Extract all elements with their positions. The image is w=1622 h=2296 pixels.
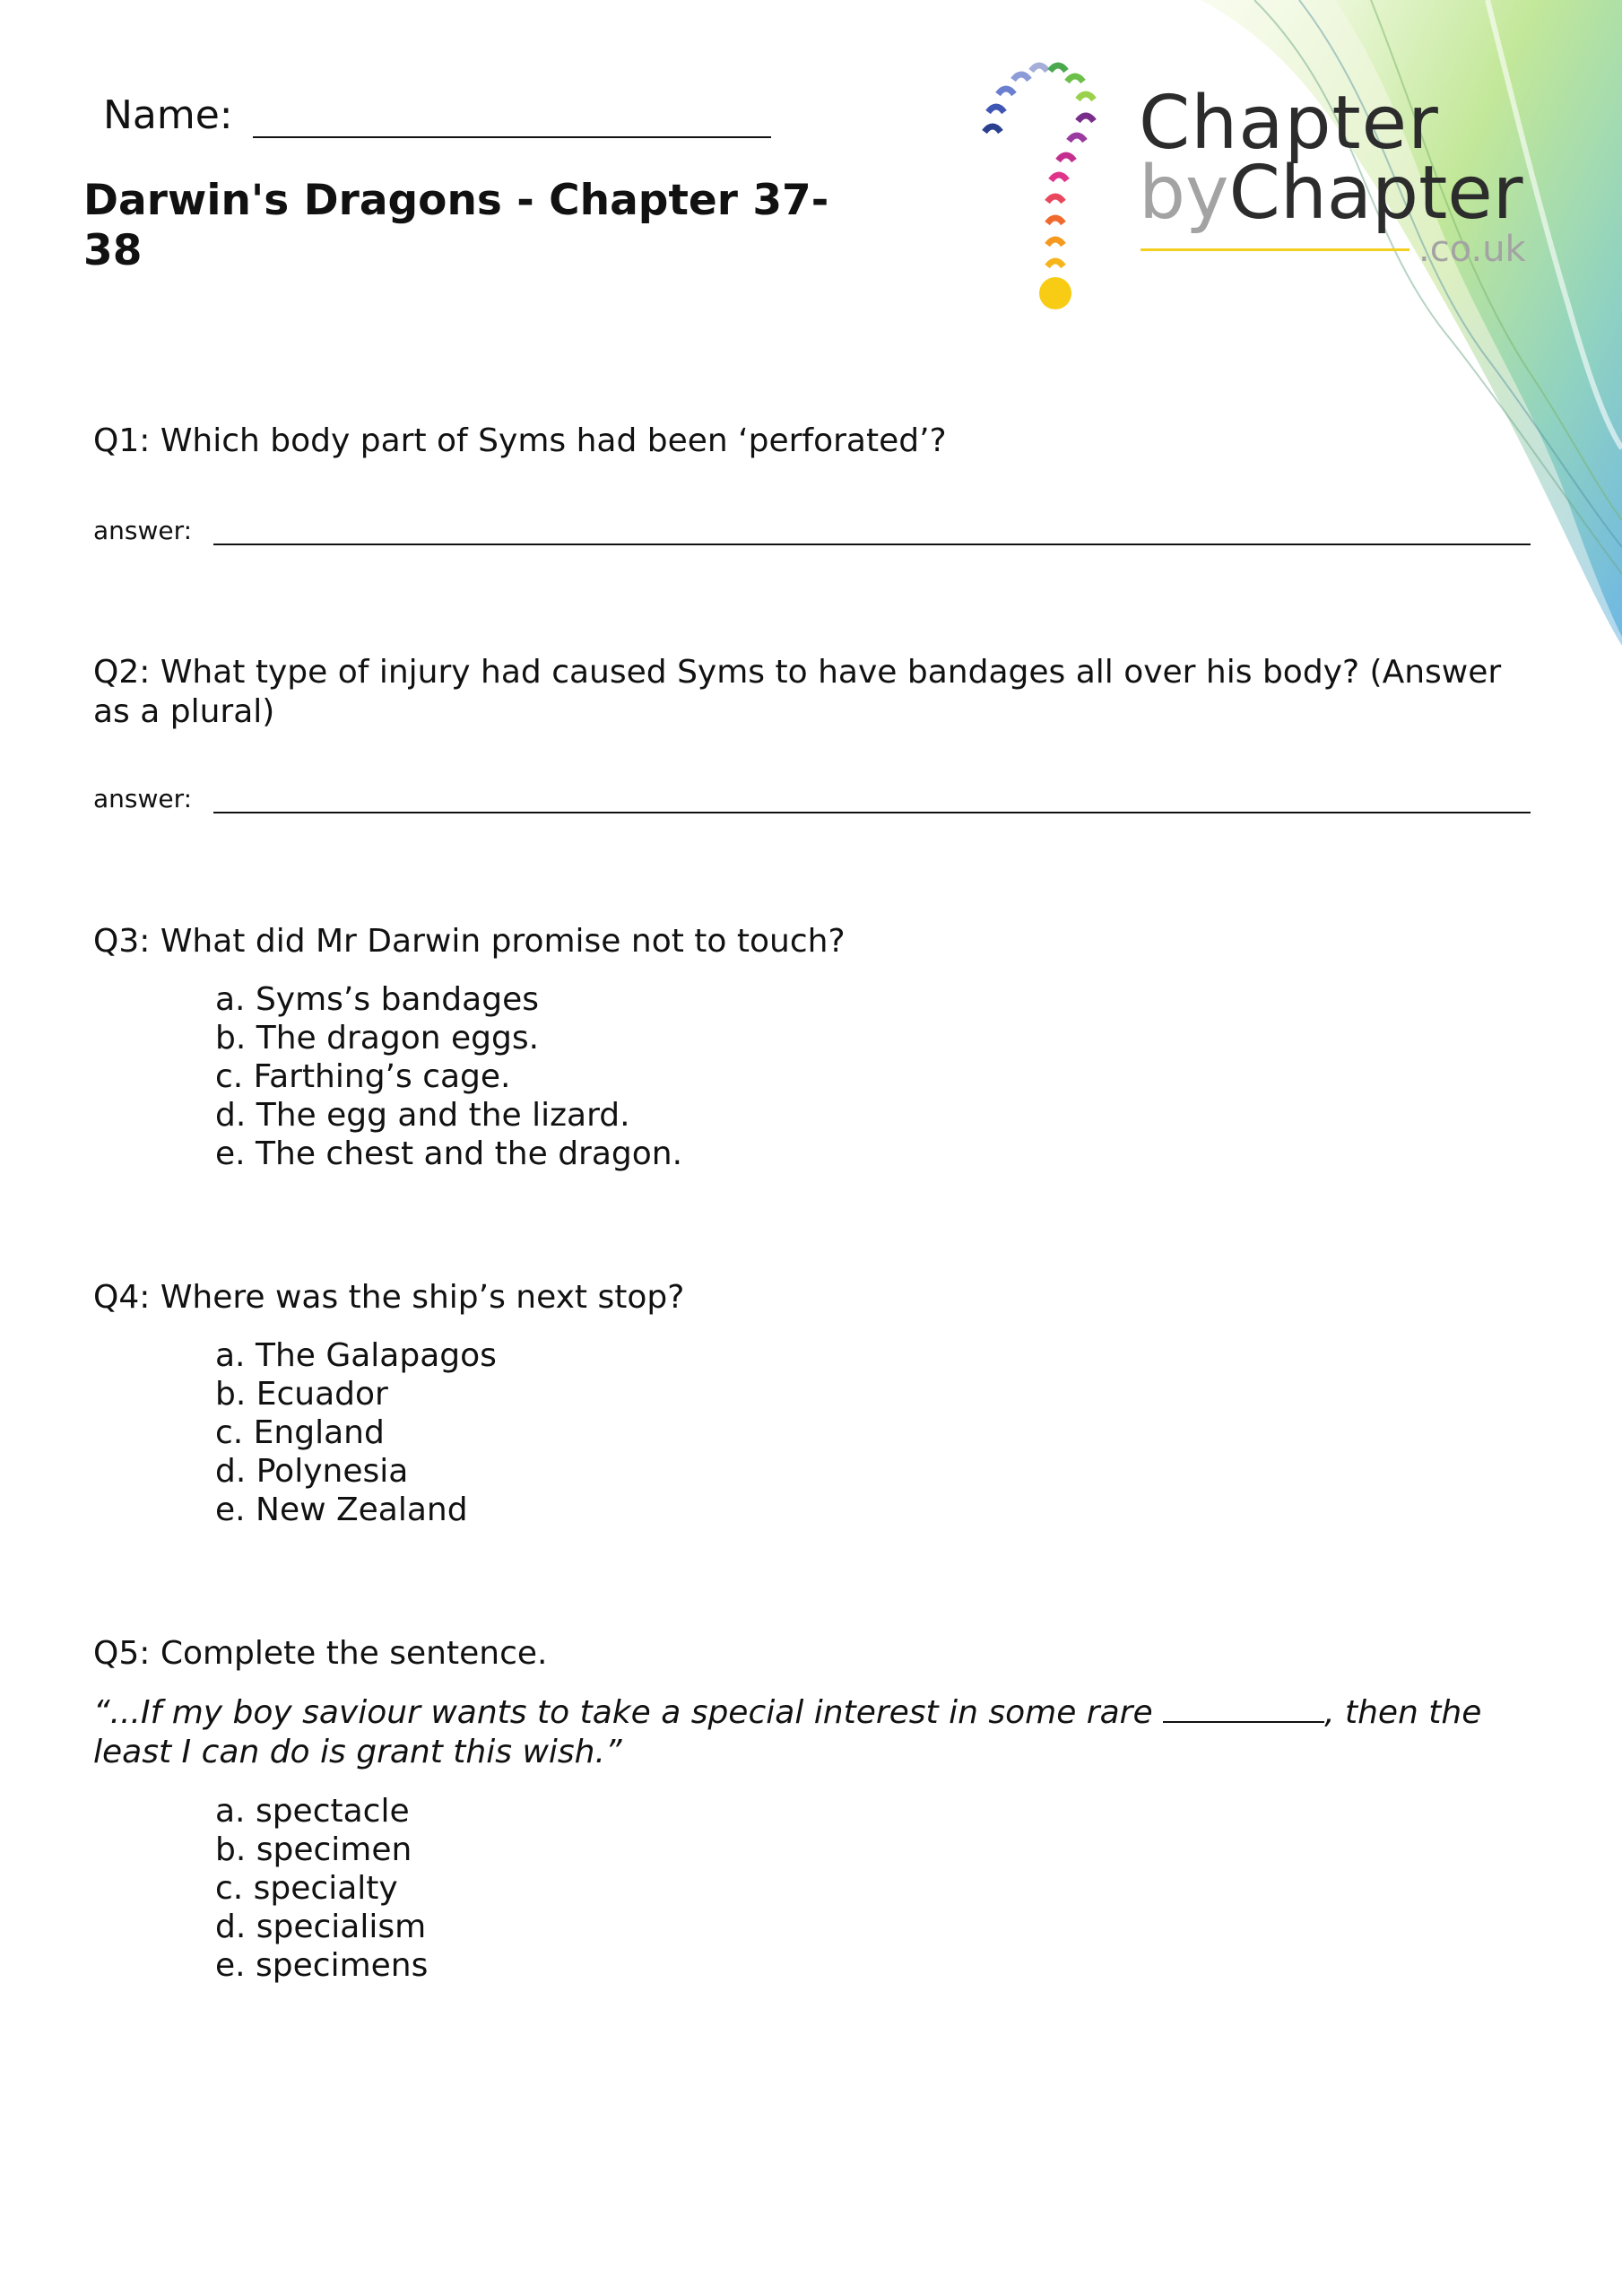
question-5: Q5: Complete the sentence. (93, 1635, 548, 1672)
option-c[interactable]: c. specialty (215, 1870, 398, 1907)
option-d[interactable]: d. Polynesia (215, 1453, 409, 1490)
option-e[interactable]: e. The chest and the dragon. (215, 1135, 683, 1172)
answer-input-2[interactable] (213, 785, 1531, 813)
name-blank-line[interactable] (253, 90, 771, 138)
book-question-mark-icon (968, 49, 1130, 318)
answer-input-1[interactable] (213, 517, 1531, 545)
answer-label: answer: (93, 516, 193, 545)
option-a[interactable]: a. Syms’s bandages (215, 981, 539, 1018)
quote-after-blank: , then the least I can do is grant this wish.” (93, 1694, 1482, 1770)
logo-wordmark (1139, 81, 1523, 236)
answer-row-2 (93, 784, 1531, 813)
question-3-options (215, 980, 682, 1173)
option-b[interactable]: b. Ecuador (215, 1376, 388, 1413)
question-3: Q3: What did Mr Darwin promise not to touch? (93, 923, 846, 960)
answer-label: answer: (93, 784, 193, 813)
question-1: Q1: Which body part of Syms had been ‘perforated’? (93, 422, 947, 459)
option-e[interactable]: e. New Zealand (215, 1492, 468, 1528)
option-e[interactable]: e. specimens (215, 1947, 429, 1984)
option-b[interactable]: b. The dragon eggs. (215, 1020, 540, 1057)
logo-domain: .co.uk (1418, 229, 1526, 270)
option-b[interactable]: b. specimen (215, 1831, 412, 1868)
logo-line-chapter: Chapter (1139, 81, 1439, 166)
question-5-quote (93, 1693, 1528, 1772)
option-d[interactable]: d. specialism (215, 1909, 427, 1945)
logo-by: by (1139, 151, 1229, 236)
question-4-options (215, 1336, 497, 1529)
logo-line-bychapter (1139, 151, 1523, 236)
question-4: Q4: Where was the ship’s next stop? (93, 1279, 685, 1316)
name-field (103, 90, 771, 138)
option-a[interactable]: a. The Galapagos (215, 1337, 497, 1374)
option-c[interactable]: c. Farthing’s cage. (215, 1058, 511, 1095)
chapter-by-chapter-logo (968, 49, 1542, 318)
question-5-options (215, 1792, 428, 1985)
option-c[interactable]: c. England (215, 1414, 385, 1451)
worksheet-title: Darwin's Dragons - Chapter 37-38 (83, 176, 829, 275)
logo-chapter: Chapter (1228, 151, 1523, 236)
answer-row-1 (93, 516, 1531, 545)
logo-yellow-rule (1141, 248, 1409, 251)
question-2: Q2: What type of injury had caused Syms to have bandages all over his body? (Answer as a plural) (93, 654, 1502, 730)
quote-before-blank: “...If my boy saviour wants to take a special interest in some rare (93, 1694, 1164, 1731)
option-a[interactable]: a. spectacle (215, 1793, 410, 1830)
quote-blank (1163, 1694, 1324, 1723)
name-label: Name: (103, 92, 233, 138)
option-d[interactable]: d. The egg and the lizard. (215, 1097, 630, 1134)
